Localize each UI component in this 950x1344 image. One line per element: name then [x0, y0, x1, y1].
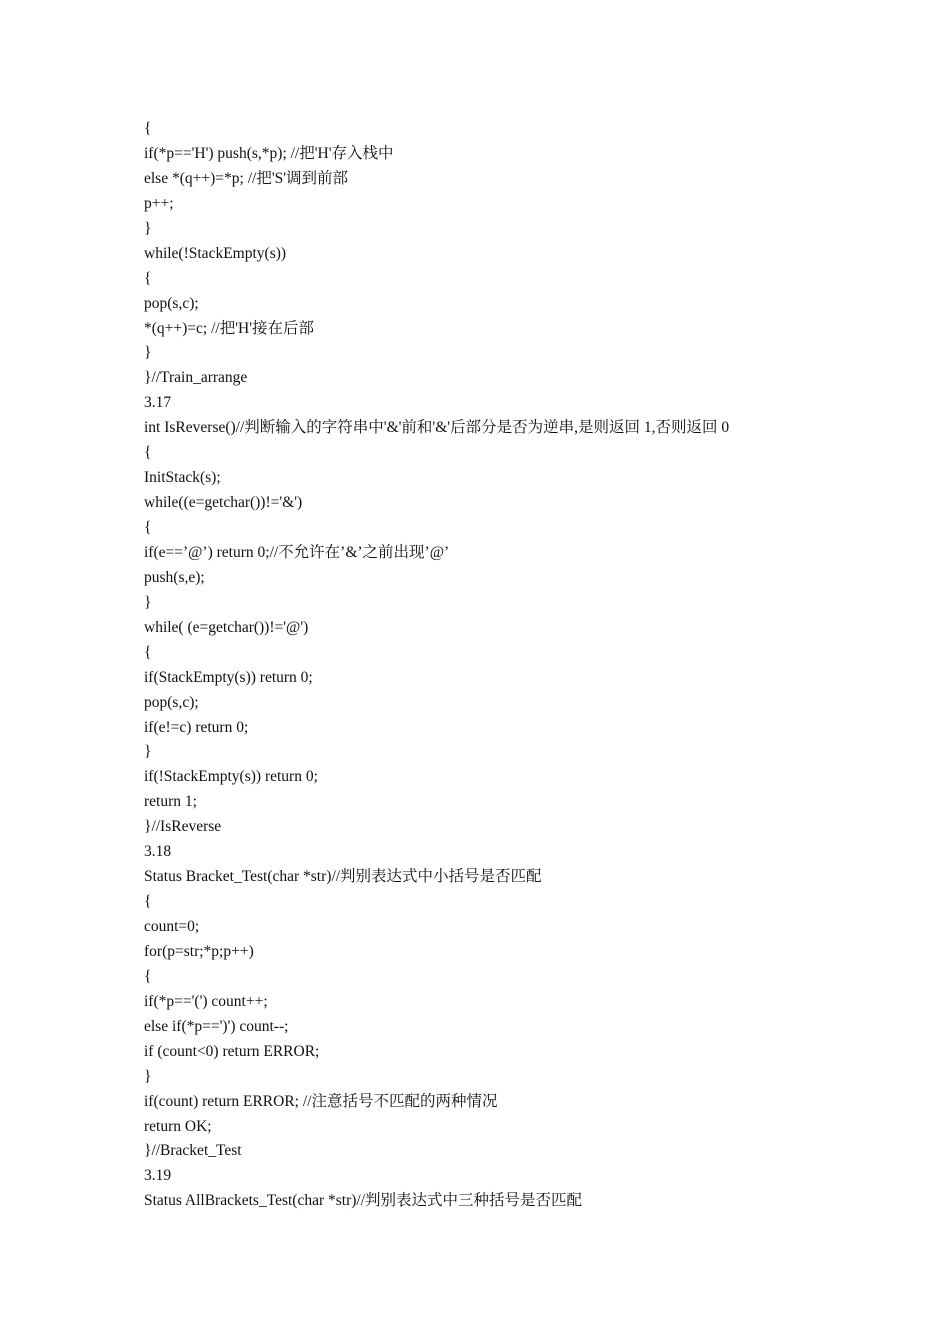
code-line: { [144, 120, 152, 137]
code-line: } [144, 1067, 152, 1085]
code-line: while(!StackEmpty(s)) [144, 244, 287, 262]
section-number: 3.19 [144, 1167, 172, 1185]
code-listing [144, 117, 924, 1214]
code-line: if (count<0) return ERROR; [144, 1042, 320, 1060]
code-line: pop(s,c); [144, 693, 199, 711]
code-line: pop(s,c); [144, 294, 199, 312]
code-line: if(count) return ERROR; //注意括号不匹配的两种情况 [144, 1092, 498, 1110]
code-line: } [144, 219, 152, 237]
code-line: count=0; [144, 918, 200, 935]
code-line: if(StackEmpty(s)) return 0; [144, 668, 313, 686]
code-line: { [144, 444, 152, 462]
code-line: p++; [144, 194, 174, 212]
code-line: while((e=getchar())!='&') [144, 494, 303, 512]
code-line: Status AllBrackets_Test(char *str)//判别表达式中三种括号是否匹配 [144, 1192, 583, 1210]
section-number: 3.18 [144, 843, 172, 861]
code-line: { [144, 519, 152, 536]
code-line: Status Bracket_Test(char *str)//判别表达式中小括号是否匹配 [144, 868, 542, 886]
section-number: 3.17 [144, 394, 172, 412]
code-line: } [144, 743, 152, 761]
code-line: } [144, 344, 152, 362]
code-line: if(!StackEmpty(s)) return 0; [144, 768, 318, 786]
code-line: *(q++)=c; //把'H'接在后部 [144, 319, 315, 337]
code-line: if(*p=='(') count++; [144, 992, 268, 1010]
code-line: else *(q++)=*p; //把'S'调到前部 [144, 169, 349, 187]
code-line: push(s,e); [144, 568, 205, 586]
code-line: { [144, 893, 152, 911]
code-line: else if(*p==')') count--; [144, 1017, 289, 1035]
code-line: } [144, 593, 152, 611]
code-line: { [144, 967, 152, 985]
code-line: }//Train_arrange [144, 369, 248, 387]
code-line: if(*p=='H') push(s,*p); //把'H'存入栈中 [144, 144, 394, 162]
code-line: for(p=str;*p;p++) [144, 942, 254, 960]
code-line: }//Bracket_Test [144, 1142, 242, 1160]
code-line: }//IsReverse [144, 818, 222, 836]
code-line: int IsReverse()//判断输入的字符串中'&'前和'&'后部分是否为逆串,是则返回 1,否则返回 0 [144, 419, 730, 437]
code-line: { [144, 643, 152, 661]
code-line: { [144, 269, 152, 287]
code-line: while( (e=getchar())!='@') [144, 618, 309, 636]
code-line: if(e==’@’) return 0;//不允许在’&’之前出现’@’ [144, 543, 450, 561]
code-line: InitStack(s); [144, 469, 221, 487]
code-line: return 1; [144, 793, 197, 811]
code-line: return OK; [144, 1117, 212, 1135]
code-line: if(e!=c) return 0; [144, 718, 249, 736]
